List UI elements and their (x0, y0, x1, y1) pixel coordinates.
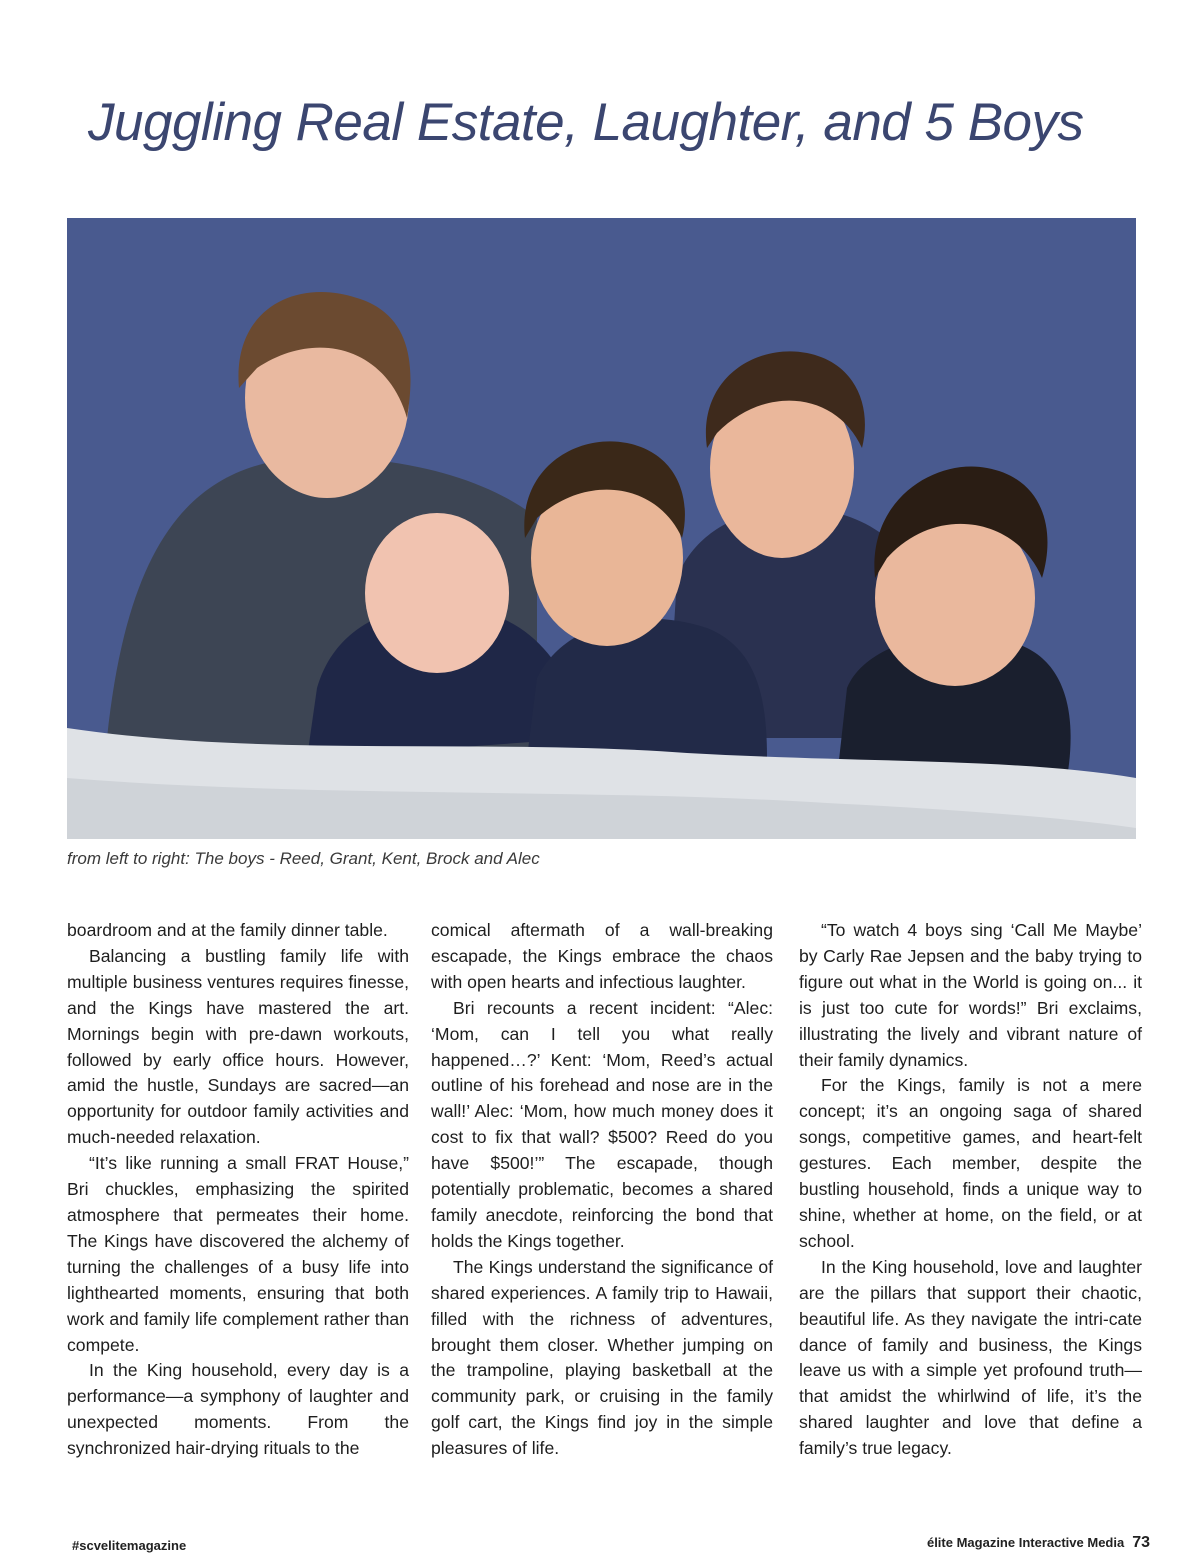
paragraph: boardroom and at the family dinner table. (67, 920, 388, 940)
article-title: Juggling Real Estate, Laughter, and 5 Boys (88, 93, 1084, 152)
article-column-2 (431, 918, 773, 1462)
page-number: 73 (1132, 1534, 1150, 1551)
paragraph: In the King household, love and laughter are the pillars that support their chaotic, beautiful life. As they navigate the intri-cate dance of family and business, the Kings leave us with a simple yet profound truth—that amidst the whirlwind of life, it’s the shared laughter and love that define a family’s true legacy. (799, 1256, 1142, 1459)
photo-caption: from left to right: The boys - Reed, Grant, Kent, Brock and Alec (67, 849, 540, 868)
paragraph: The Kings understand the significance of shared experiences. A family trip to Hawaii, filled with the richness of adventures, brought them closer. Whether jumping on the trampoline, playing basketball at the community park, or cruising in the family golf cart, the Kings find joy in the simple pleasures of life. (431, 1256, 773, 1459)
paragraph: Bri recounts a recent incident: “Alec: ‘Mom, can I tell you what really happened…?’ Kent: ‘Mom, Reed’s actual outline of his forehead and nose are in the wall!’ Alec: ‘Mom, how much money does it cost to fix that wall? $500? Reed do you have $500!’” The escapade, though potentially problematic, becomes a shared family anecdote, reinforcing the bond that holds the Kings together. (431, 997, 773, 1251)
article-column-3 (799, 918, 1142, 1462)
paragraph: “It’s like running a small FRAT House,” Bri chuckles, emphasizing the spirited atmosphere that permeates their home. The Kings have discovered the alchemy of turning the challenges of a busy life into lighthearted moments, ensuring that both work and family life complement rather than compete. (67, 1153, 409, 1355)
family-photo (67, 218, 1136, 839)
paragraph: In the King household, every day is a performance—a symphony of laughter and unexpected moments. From the synchronized hair-drying rituals to the (67, 1360, 409, 1459)
family-photo-illustration (67, 218, 1136, 839)
paragraph: comical aftermath of a wall-breaking escapade, the Kings embrace the chaos with open hearts and infectious laughter. (431, 920, 773, 992)
paragraph: Balancing a bustling family life with multiple business ventures requires finesse, and the Kings have mastered the art. Mornings begin with pre-dawn workouts, followed by early office hours. However, amid the hustle, Sundays are sacred—an opportunity for outdoor family activities and much-needed relaxation. (67, 945, 409, 1148)
footer-publication (927, 1534, 1150, 1552)
paragraph: “To watch 4 boys sing ‘Call Me Maybe’ by Carly Rae Jepsen and the baby trying to figure out what in the World is going on... it is just too cute for words!” Bri exclaims, illustrating the lively and vibrant nature of their family dynamics. (799, 920, 1142, 1070)
publication-name: élite Magazine Interactive Media (926, 1535, 1125, 1550)
footer-hashtag: #scvelitemagazine (72, 1538, 187, 1553)
paragraph: For the Kings, family is not a mere concept; it’s an ongoing saga of shared songs, competitive games, and heart-felt gestures. Each member, despite the bustling household, finds a unique way to shine, whether at home, on the field, or at school. (799, 1075, 1142, 1251)
article-column-1 (67, 918, 409, 1462)
